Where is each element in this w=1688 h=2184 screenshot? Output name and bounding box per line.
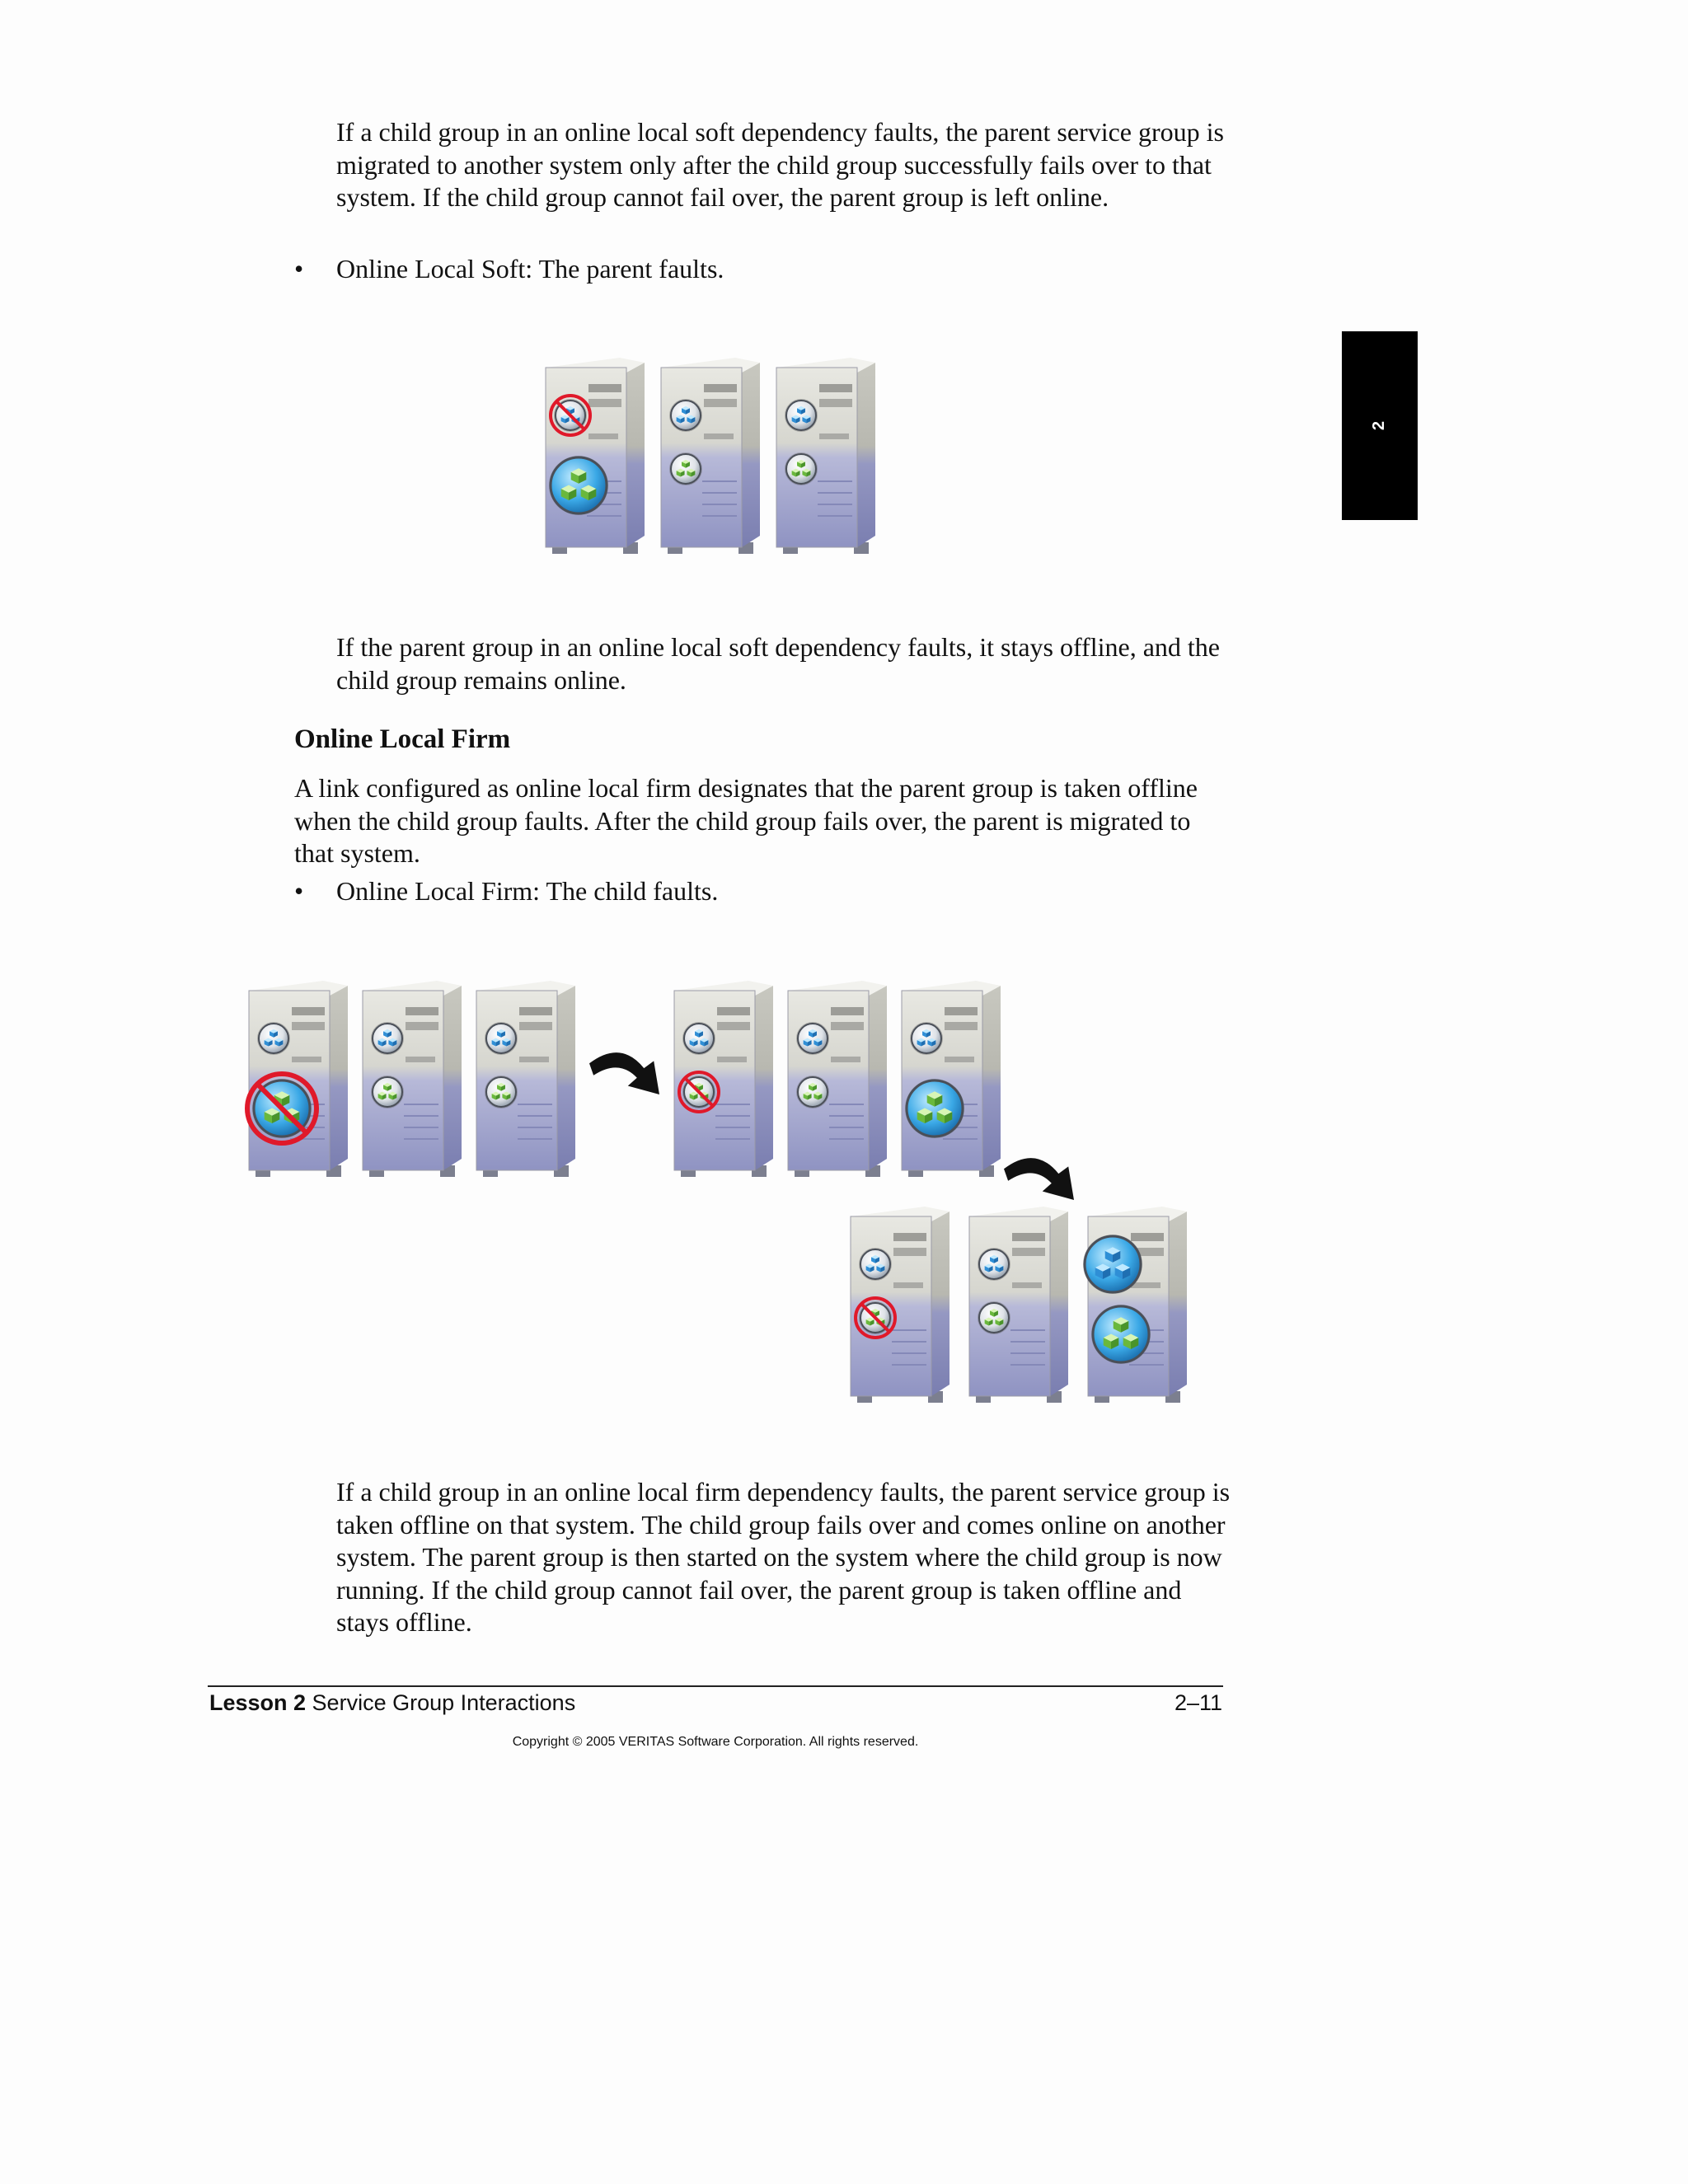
soft-parent-faults-figure [528,346,907,569]
firm-child-faults-figure [239,964,1228,1426]
server-tower-icon [1088,1207,1187,1403]
firm-intro-paragraph: A link configured as online local firm designates that the parent group is taken offline when the child group faults. After the child group fails over, the parent is migrated to that system. [294,773,1198,868]
bullet-marker: • [294,254,304,284]
firm-after-figure-paragraph: If a child group in an online local firm dependency faults, the parent service group is taken offline on that system. The child group fails over and comes online on another system. The parent group is then started on the system where the child group is now running. If the child group cannot fail over, the parent group is taken offline and stays offline. [336,1477,1231,1637]
parent-group-icon [859,1248,892,1281]
child-group-icon [785,452,818,485]
parent-group-icon [257,1022,290,1055]
footer-lesson [209,1690,575,1716]
child-group-icon [669,452,702,485]
online-local-firm-heading: Online Local Firm [294,724,511,754]
parent-group-icon [682,1022,715,1055]
child-group-icon [796,1076,829,1108]
copyright-notice: Copyright © 2005 VERITAS Software Corporation. All rights reserved. [512,1735,919,1749]
soft-intro-paragraph: If a child group in an online local soft dependency faults, the parent service group is migrated to another system only after the child group successfully fails over to that system. If the child group cannot fail over, the parent group is left online. [336,117,1224,212]
bullet-text: Online Local Firm: The child faults. [336,876,719,906]
parent-group-icon [371,1022,404,1055]
footer-lesson-title: Service Group Interactions [306,1690,576,1715]
footer-page-number: 2–11 [1174,1690,1222,1715]
soft-after-figure-paragraph: If the parent group in an online local soft dependency faults, it stays offline, and the child group remains online. [336,632,1220,695]
child-group-icon [978,1301,1010,1334]
child-group-icon [1091,1305,1151,1364]
server-tower-icon [546,358,645,554]
child-group-icon [485,1076,518,1108]
parent-group-icon [910,1022,943,1055]
bullet-text: Online Local Soft: The parent faults. [336,254,724,284]
footer-rule [208,1685,1223,1687]
parent-group-icon [669,399,702,432]
chapter-tab-number: 2 [1370,420,1389,431]
server-tower-icon [902,981,1001,1177]
parent-group-icon [785,399,818,432]
child-group-icon [549,456,608,515]
parent-group-icon [978,1248,1010,1281]
child-group-icon [905,1079,964,1138]
footer-lesson-number: Lesson 2 [209,1690,307,1715]
parent-group-icon [1083,1235,1142,1294]
child-group-icon [371,1076,404,1108]
parent-group-icon [796,1022,829,1055]
curved-arrow-icon [1004,1158,1074,1200]
chapter-tab [1342,331,1418,520]
curved-arrow-icon [589,1052,659,1094]
bullet-marker: • [294,876,304,906]
parent-group-icon [485,1022,518,1055]
